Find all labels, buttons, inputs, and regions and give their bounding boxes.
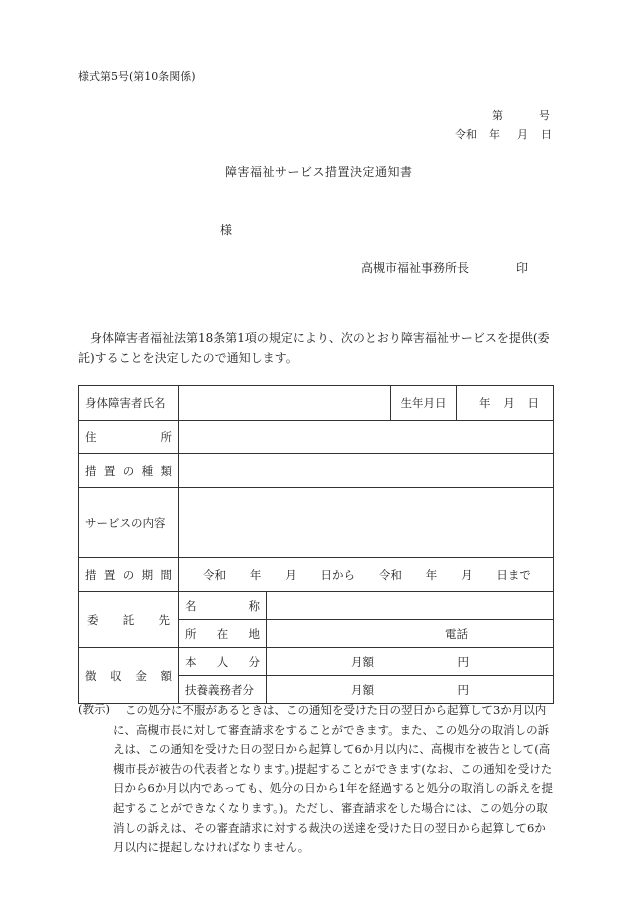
- label-char: 所: [185, 626, 197, 641]
- label-char: 間: [160, 567, 172, 582]
- label-char: の: [122, 463, 135, 478]
- notes-text: この処分に不服があるときは、この通知を受けた日の翌日から起算して3か月以内に、高槻市長に対して審査請求をすることができます。また、この処分の取消しの訴えは、この通知を受けた日の翌日から起算して6か月以内に、高槻市を被告として(高槻市長が被告の代表者となります。)提起することができます(なお、この通知を受けた日から6か月以内であっても、処分の日から1年を経過すると処分の取消しの訴えを提起することができなくなります。)。ただし、審査請求をした場合には、この処分の取消しの訴えは、その審査請求に対する裁決の送達を受けた日の翌日から起算して6か月以内に提起しなければなりません。: [113, 703, 554, 855]
- address-value: [179, 421, 554, 454]
- label-char: 委: [87, 612, 99, 627]
- label-char: 分: [248, 654, 260, 669]
- label-char: 先: [158, 612, 170, 627]
- era-label: 令和: [455, 128, 477, 141]
- table-row: [79, 454, 554, 488]
- label-char: 収: [110, 668, 122, 683]
- table-row: [79, 488, 554, 558]
- period-label: [79, 558, 179, 592]
- service-content-value: [179, 488, 554, 558]
- self-share-label: [179, 648, 267, 676]
- period-part: 令和: [203, 567, 226, 582]
- label-char: 額: [160, 668, 172, 683]
- label-char: の: [122, 567, 135, 582]
- table-row: [79, 648, 554, 676]
- number-suffix: 号: [539, 109, 550, 122]
- label-char: 在: [216, 626, 229, 641]
- period-part: 月: [461, 567, 473, 582]
- contractor-name-value: [267, 592, 554, 620]
- intro-paragraph: 身体障害者福祉法第18条第1項の規定により、次のとおり障害福祉サービスを提供(委託)することを決定したので通知します。: [78, 331, 550, 365]
- period-part: 年: [425, 567, 438, 582]
- label-char: 期: [141, 567, 154, 582]
- monthly-label: 月額: [351, 654, 374, 669]
- label-char: 置: [103, 567, 116, 582]
- birth-day-unit: 日: [527, 396, 539, 410]
- label-char: 住: [85, 430, 97, 444]
- decision-form-table: [78, 385, 554, 704]
- yen-unit: 円: [457, 654, 469, 669]
- contractor-phone: 電話: [267, 620, 554, 648]
- birth-value: [457, 386, 554, 421]
- contractor-location-label: [179, 620, 267, 648]
- notes-body: [113, 701, 555, 858]
- period-value: [179, 558, 554, 592]
- period-part: 令和: [378, 567, 402, 582]
- measure-type-label: [79, 454, 179, 488]
- supporter-share-value: [267, 676, 554, 704]
- contractor-label: [79, 592, 179, 648]
- document-title: 障害福祉サービス措置決定通知書: [225, 165, 413, 179]
- birth-month-unit: 月: [503, 396, 515, 410]
- table-row: [79, 592, 554, 620]
- period-part: 日まで: [496, 567, 531, 582]
- label-char: 置: [103, 463, 116, 478]
- label-char: 地: [248, 626, 260, 641]
- table-row: [79, 558, 554, 592]
- table-row: [79, 421, 554, 454]
- fee-label: [79, 648, 179, 704]
- label-char: 本: [185, 654, 197, 669]
- birth-label: 生年月日: [391, 386, 457, 421]
- label-char: 措: [85, 567, 97, 582]
- period-part: 日から: [320, 567, 356, 582]
- label-char: 類: [160, 463, 172, 478]
- period-part: 年: [249, 567, 262, 582]
- table-row: [79, 386, 554, 421]
- measure-type-value: [179, 454, 554, 488]
- number-prefix: 第: [492, 109, 503, 122]
- period-part: 月: [285, 567, 297, 582]
- issuer: 高槻市福祉事務所長: [361, 261, 470, 275]
- label-char: 徴: [85, 668, 97, 683]
- label-char: 金: [135, 668, 147, 683]
- name-value: [179, 386, 391, 421]
- address-label: [79, 421, 179, 454]
- contractor-name-label: [179, 592, 267, 620]
- yen-unit: 円: [457, 682, 469, 697]
- month-unit: 月: [517, 128, 528, 141]
- self-share-value: [267, 648, 554, 676]
- addressee-suffix: 様: [220, 223, 233, 237]
- name-label: 身体障害者氏名: [79, 386, 179, 421]
- label-char: 種: [141, 463, 154, 478]
- supporter-share-label: 扶養義務者分: [179, 676, 267, 704]
- label-char: 人: [216, 654, 229, 669]
- form-code: 様式第5号(第10条関係): [78, 70, 196, 83]
- label-char: 託: [122, 612, 135, 627]
- label-char: 称: [248, 598, 260, 613]
- service-content-label: サービスの内容: [79, 488, 179, 558]
- seal-mark: 印: [516, 261, 529, 275]
- notes-heading: (教示): [78, 702, 110, 716]
- monthly-label: 月額: [351, 682, 374, 697]
- birth-year-unit: 年: [479, 396, 491, 410]
- label-char: 名: [185, 598, 197, 613]
- label-char: 所: [160, 430, 172, 444]
- label-char: 措: [85, 463, 97, 478]
- day-unit: 日: [541, 128, 552, 141]
- issue-date: [455, 126, 552, 142]
- year-unit: 年: [489, 128, 500, 141]
